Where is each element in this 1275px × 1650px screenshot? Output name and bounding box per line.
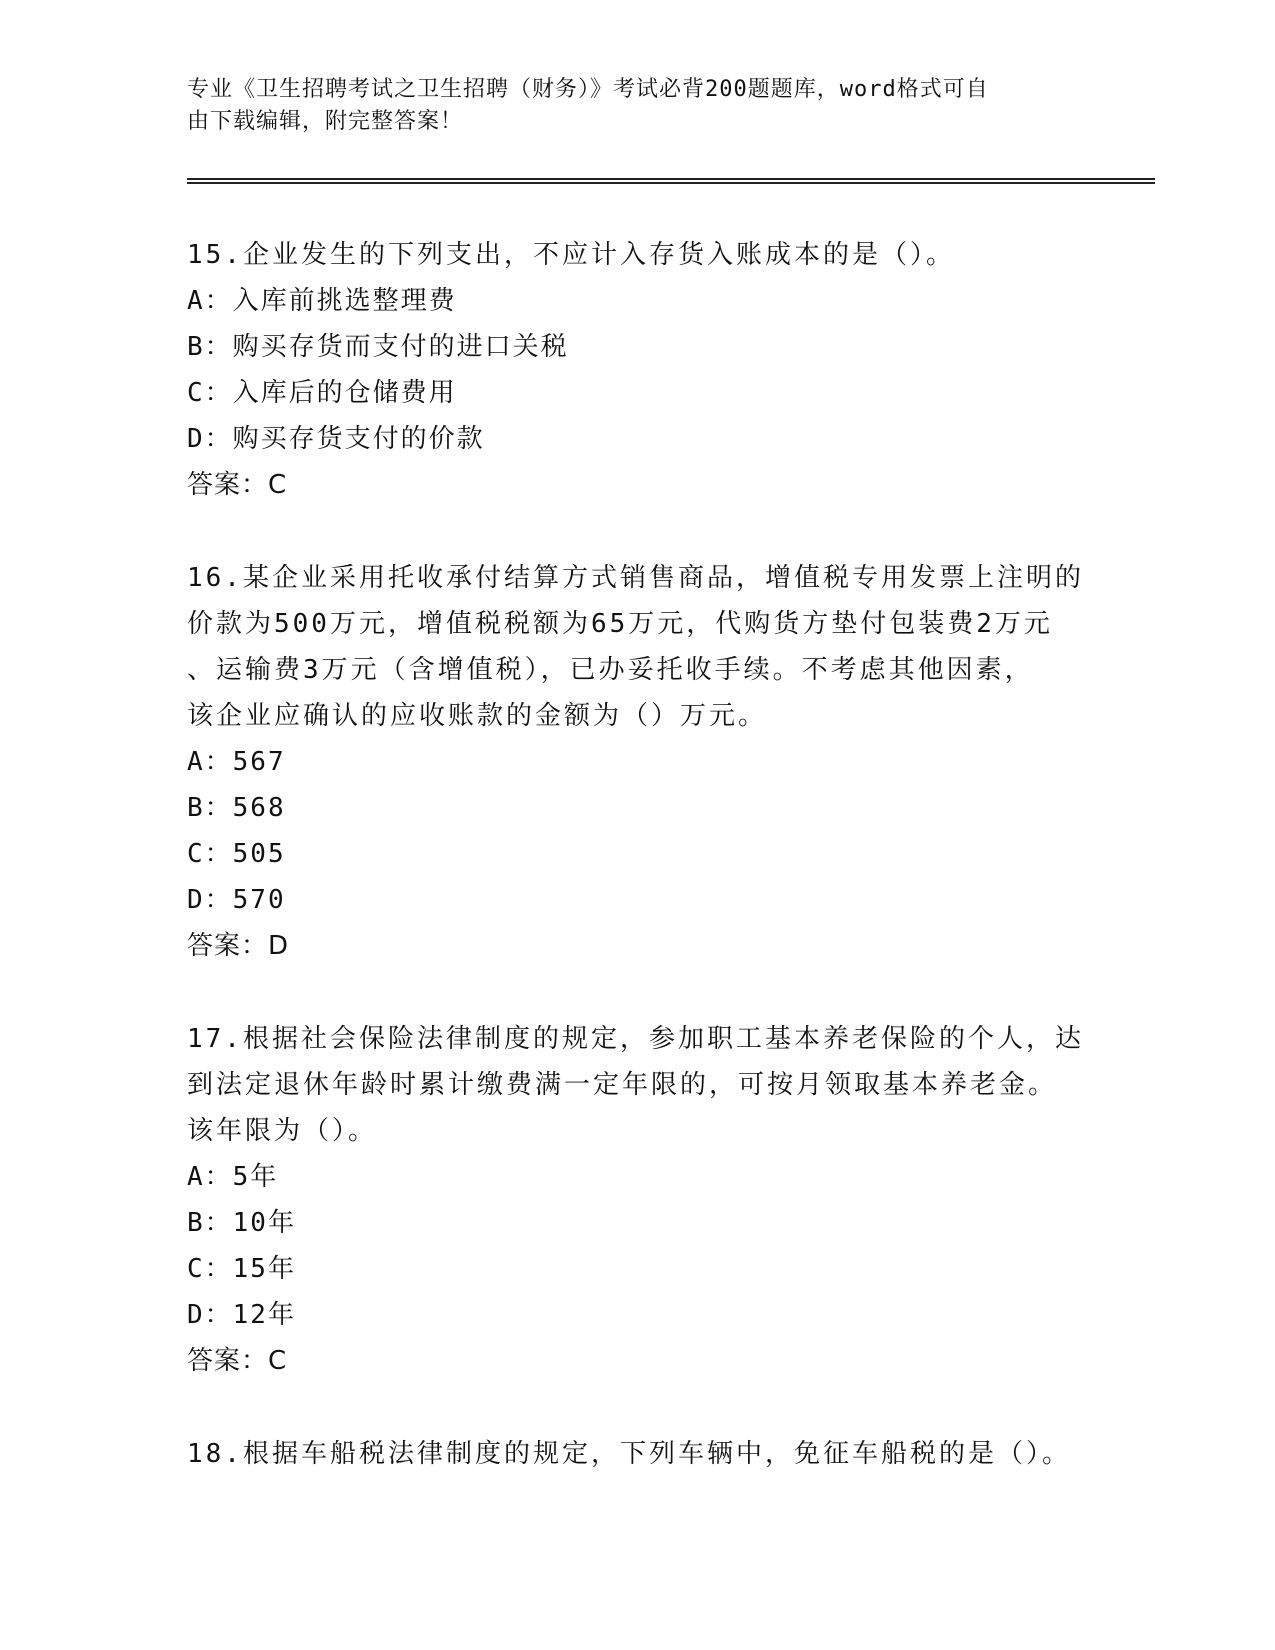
option-c: C：505 xyxy=(187,839,286,869)
question-list xyxy=(187,232,1087,1477)
option-b: B：10年 xyxy=(187,1208,296,1238)
answer-label: 答案：D xyxy=(187,931,290,961)
question-stem-line: 16.某企业采用托收承付结算方式销售商品，增值税专用发票上注明的 xyxy=(187,563,1084,593)
option-b: B：购买存货而支付的进口关税 xyxy=(187,332,569,362)
answer-label: 答案：C xyxy=(187,1346,288,1376)
question-17 xyxy=(187,1016,1087,1384)
option-d: D：购买存货支付的价款 xyxy=(187,424,485,454)
question-15 xyxy=(187,232,1087,508)
question-spacer xyxy=(187,508,1087,555)
question-18 xyxy=(187,1431,1087,1477)
question-16 xyxy=(187,555,1087,969)
question-stem-line: 17.根据社会保险法律制度的规定，参加职工基本养老保险的个人，达 xyxy=(187,1024,1084,1054)
option-a: A：5年 xyxy=(187,1162,279,1192)
option-c: C：入库后的仓储费用 xyxy=(187,378,457,408)
question-stem-line: 、运输费3万元（含增值税），已办妥托收手续。不考虑其他因素， xyxy=(187,655,1034,685)
question-spacer xyxy=(187,969,1087,1016)
document-header xyxy=(187,74,1067,138)
option-d: D：570 xyxy=(187,885,286,915)
header-divider-bottom xyxy=(187,182,1155,184)
question-stem-line: 到法定退休年龄时累计缴费满一定年限的，可按月领取基本养老金。 xyxy=(187,1070,1058,1100)
header-divider-top xyxy=(187,178,1155,180)
header-line-2: 由下载编辑，附完整答案！ xyxy=(187,109,464,134)
question-stem-line: 该企业应确认的应收账款的金额为（）万元。 xyxy=(187,701,768,731)
question-spacer xyxy=(187,1384,1087,1431)
answer-label: 答案：C xyxy=(187,470,288,500)
question-stem-line: 18.根据车船税法律制度的规定，下列车辆中，免征车船税的是（）。 xyxy=(187,1439,1071,1469)
option-b: B：568 xyxy=(187,793,286,823)
option-c: C：15年 xyxy=(187,1254,296,1284)
option-a: A：567 xyxy=(187,747,286,777)
question-stem-line: 价款为500万元，增值税税额为65万元，代购货方垫付包装费2万元 xyxy=(187,609,1053,639)
question-stem-line: 该年限为（）。 xyxy=(187,1116,378,1146)
question-stem-line: 15.企业发生的下列支出，不应计入存货入账成本的是（）。 xyxy=(187,240,955,270)
option-a: A：入库前挑选整理费 xyxy=(187,286,457,316)
option-d: D：12年 xyxy=(187,1300,296,1330)
header-line-1: 专业《卫生招聘考试之卫生招聘（财务）》考试必背200题题库，word格式可自 xyxy=(187,77,989,102)
